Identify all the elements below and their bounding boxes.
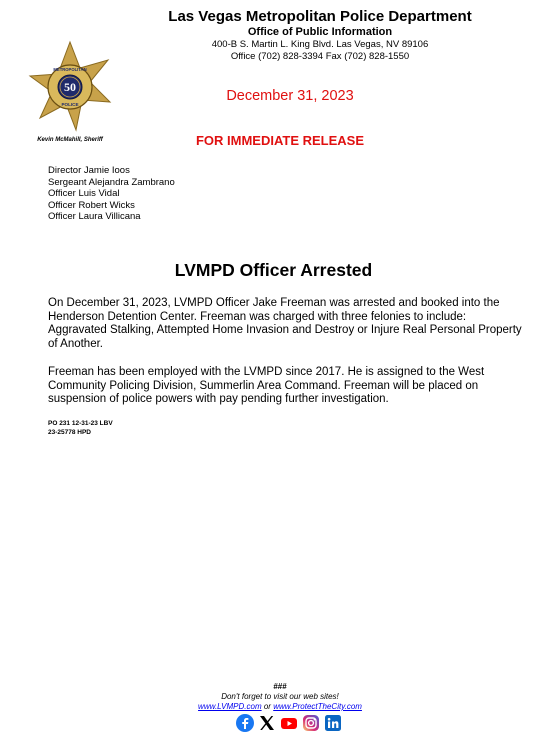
star-badge-icon xyxy=(26,40,114,136)
end-mark: ### xyxy=(273,682,287,691)
x-icon[interactable] xyxy=(258,714,276,732)
release-date: December 31, 2023 xyxy=(226,88,354,104)
reference-line: 23-25778 HPD xyxy=(48,429,91,436)
phone-fax: Office (702) 828-3394 Fax (702) 828-1550 xyxy=(230,51,410,62)
body-paragraph-2: Freeman has been employed with the LVMPD since 2017. He is assigned to the West Community Policing Division, Summerlin Area Command. Freeman will be placed on suspension of police powers with pay pending further investigation. xyxy=(48,366,485,405)
instagram-icon[interactable] xyxy=(302,714,320,732)
badge-bottom-text: POLICE xyxy=(61,102,79,107)
badge-top-text: METROPOLITAN xyxy=(53,67,87,72)
facebook-icon[interactable] xyxy=(236,714,254,732)
footer xyxy=(150,682,410,712)
badge-number: 50 xyxy=(64,80,76,94)
police-star-badge xyxy=(26,40,114,136)
recipient-item: Director Jamie Ioos xyxy=(48,165,130,176)
reference-numbers xyxy=(48,419,113,437)
headline: LVMPD Officer Arrested xyxy=(174,260,373,280)
recipient-item: Officer Laura Villicana xyxy=(48,211,141,222)
letterhead xyxy=(130,8,510,63)
lvmpd-link[interactable]: www.LVMPD.com xyxy=(198,702,262,711)
protectthecity-link[interactable]: www.ProtectTheCity.com xyxy=(273,702,362,711)
sheriff-name: Kevin McMahill, Sheriff xyxy=(37,137,103,143)
recipient-item: Sergeant Alejandra Zambrano xyxy=(48,176,175,188)
address: 400-B S. Martin L. King Blvd. Las Vegas, NV 89106 xyxy=(211,39,429,50)
office-name: Office of Public Information xyxy=(247,26,393,38)
linkedin-icon[interactable] xyxy=(324,714,342,732)
department-name: Las Vegas Metropolitan Police Department xyxy=(168,8,472,25)
release-label: FOR IMMEDIATE RELEASE xyxy=(195,133,365,148)
social-icons xyxy=(236,712,346,734)
or-text: or xyxy=(261,702,274,711)
recipient-item: Officer Luis Vidal xyxy=(48,188,120,199)
recipient-item: Officer Robert Wicks xyxy=(48,199,135,211)
visit-text: Don't forget to visit our web sites! xyxy=(221,692,339,701)
youtube-icon[interactable] xyxy=(280,714,298,732)
recipient-list xyxy=(48,165,175,223)
reference-line: PO 231 12-31-23 LBV xyxy=(48,420,113,427)
body-paragraph-1: On December 31, 2023, LVMPD Officer Jake Freeman was arrested and booked into the Henderson Detention Center. Freeman was charged with three felonies to include: Aggravated Stalking, Attempted Home Invasion and Destroy or Injure Real Personal Property of Another. xyxy=(48,297,522,350)
